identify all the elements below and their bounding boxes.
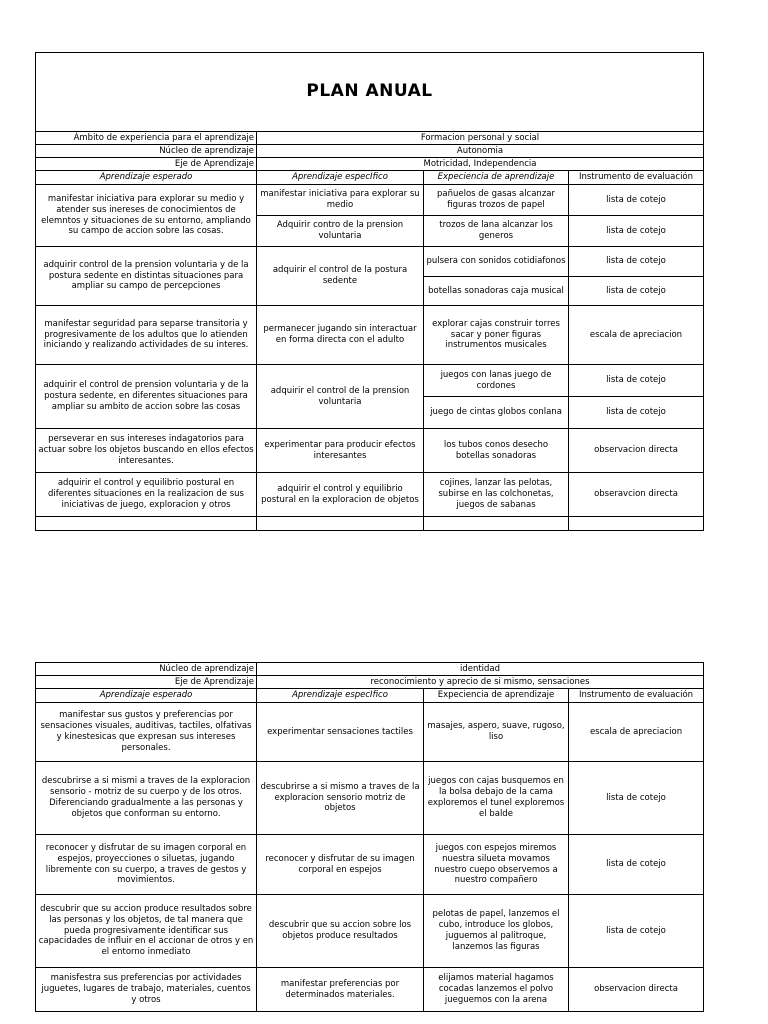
cell-instrumento: lista de cotejo [569,397,704,429]
cell-experiencia: explorar cajas construir torres sacar y poner figuras instrumentos musicales [424,306,569,365]
cell-experiencia: juegos con cajas busquemos en la bolsa debajo de la cama exploremos el tunel exploremos el balde [424,762,569,835]
table-row [36,762,704,835]
cell-especifico: adquirir el control de la postura sedente [257,247,424,306]
cell-instrumento: obseravcion directa [569,473,704,517]
cell-instrumento: lista de cotejo [569,895,704,968]
cell-esperado: manifestar sus gustos y preferencias por sensaciones visuales, auditivas, tactiles, olfativas y kinestesicas que expresan sus intereses personales. [36,703,257,762]
cell-especifico: reconocer y disfrutar de su imagen corporal en espejos [257,835,424,895]
cell-esperado: manisfestra sus preferencias por actividades juguetes, lugares de trabajo, materiales, cuentos y otros [36,968,257,1012]
cell-experiencia: botellas sonadoras caja musical [424,277,569,306]
cell-instrumento: lista de cotejo [569,216,704,247]
cell-especifico: adquirir el control de la prension voluntaria [257,365,424,429]
cell-instrumento: lista de cotejo [569,365,704,397]
column-header: Aprendizaje especIfico [257,689,424,703]
meta-value-eje: Motricidad, Independencia [257,158,704,171]
cell-instrumento: observacion directa [569,968,704,1012]
cell-especifico: Adquirir contro de la prension voluntaria [257,216,424,247]
cell-esperado: perseverar en sus intereses indagatorios para actuar sobre los objetos buscando en ellos efectos interesantes. [36,429,257,473]
cell-esperado: adquirir el control y equilibrio postural en diferentes situaciones en la realizacion de sus iniciativas de juego, exploracion y otros [36,473,257,517]
cell-instrumento: lista de cotejo [569,762,704,835]
cell-experiencia: pelotas de papel, lanzemos el cubo, introduce los globos, juguemos al palitroque, lanzemos las figuras [424,895,569,968]
cell-instrumento: escala de apreciacion [569,306,704,365]
empty-row [36,517,704,531]
empty-cell [36,517,257,531]
table-row [36,429,704,473]
empty-cell [569,517,704,531]
meta-label-nucleo: Núcleo de aprendizaje [36,663,257,676]
cell-experiencia: elijamos material hagamos cocadas lanzemos el polvo jueguemos con la arena [424,968,569,1012]
table-row [36,895,704,968]
table-row [36,835,704,895]
cell-especifico: manifestar iniciativa para explorar su medio [257,185,424,216]
cell-instrumento: lista de cotejo [569,247,704,277]
column-header: Instrumento de evaluación [569,171,704,185]
table-row [36,365,704,397]
cell-esperado: manifestar seguridad para separse transitoria y progresivamente de los adultos que lo atienden iniciando y realizando actividades de su interes. [36,306,257,365]
meta-label-nucleo: Núcleo de aprendizaje [36,145,257,158]
cell-especifico: manifestar preferencias por determinados materiales. [257,968,424,1012]
cell-esperado: manifestar iniciativa para explorar su medio y atender sus inereses de conocimientos de elemntos y situaciones de su entorno, ampliando su campo de accion sobre las cosas. [36,185,257,247]
table-row [36,703,704,762]
meta-label-eje: Eje de Aprendizaje [36,158,257,171]
cell-esperado: adquirir el control de prension voluntaria y de la postura sedente, en diferentes situaciones para ampliar su ambito de accion sobre las cosas [36,365,257,429]
meta-value-nucleo: Autonomia [257,145,704,158]
identidad-table [35,662,704,1012]
cell-instrumento: escala de apreciacion [569,703,704,762]
table-row [36,247,704,277]
cell-especifico: descubrir que su accion sobre los objetos produce resultados [257,895,424,968]
table-row [36,185,704,216]
cell-instrumento: observacion directa [569,429,704,473]
meta-label-ambito: Ámbito de experiencia para el aprendizaje [36,132,257,145]
empty-cell [257,517,424,531]
cell-experiencia: pulsera con sonidos cotidiafonos [424,247,569,277]
cell-instrumento: lista de cotejo [569,835,704,895]
cell-experiencia: juegos con lanas juego de cordones [424,365,569,397]
cell-experiencia: juegos con espejos miremos nuestra silueta movamos nuestro cuepo observemos a nuestro compañero [424,835,569,895]
meta-value-nucleo: identidad [257,663,704,676]
column-header: Aprendizaje esperado [36,171,257,185]
cell-esperado: descubrir que su accion produce resultados sobre las personas y los objetos, de tal manera que pueda progresivamente identificar sus capacidades de influir en el accionar de otros y en el entorno inmediato [36,895,257,968]
cell-experiencia: masajes, aspero, suave, rugoso, liso [424,703,569,762]
column-header: Expeciencia de aprendizaje [424,171,569,185]
table-row [36,473,704,517]
cell-experiencia: pañuelos de gasas alcanzar figuras trozos de papel [424,185,569,216]
meta-label-eje: Eje de Aprendizaje [36,676,257,689]
empty-cell [424,517,569,531]
cell-instrumento: lista de cotejo [569,185,704,216]
cell-experiencia: cojines, lanzar las pelotas, subirse en las colchonetas, juegos de sabanas [424,473,569,517]
column-header: Instrumento de evaluación [569,689,704,703]
column-header: Aprendizaje esperado [36,689,257,703]
cell-experiencia: juego de cintas globos conlana [424,397,569,429]
cell-esperado: adquirir control de la prension voluntaria y de la postura sedente en distintas situaciones para ampliar su campo de percepciones [36,247,257,306]
cell-especifico: experimentar para producir efectos interesantes [257,429,424,473]
cell-instrumento: lista de cotejo [569,277,704,306]
cell-experiencia: trozos de lana alcanzar los generos [424,216,569,247]
meta-value-ambito: Formacion personal y social [257,132,704,145]
column-header: Aprendizaje especIfico [257,171,424,185]
cell-especifico: adquirir el control y equilibrio postural en la exploracion de objetos [257,473,424,517]
cell-especifico: descubrirse a si mismo a traves de la exploracion sensorio motriz de objetos [257,762,424,835]
cell-esperado: descubrirse a si mismi a traves de la exploracion sensorio - motriz de su cuerpo y de los otros. Diferenciando gradualmente a las personas y objetos que conforman su entorno. [36,762,257,835]
cell-experiencia: los tubos conos desecho botellas sonadoras [424,429,569,473]
column-header: Expeciencia de aprendizaje [424,689,569,703]
table-row [36,968,704,1012]
page-title: PLAN ANUAL [36,53,704,132]
cell-esperado: reconocer y disfrutar de su imagen corporal en espejos, proyecciones o siluetas, jugando libremente con su cuerpo, a traves de gestos y movimientos. [36,835,257,895]
table-row [36,306,704,365]
plan-anual-table [35,52,704,531]
cell-especifico: experimentar sensaciones tactiles [257,703,424,762]
cell-especifico: permanecer jugando sin interactuar en forma directa con el adulto [257,306,424,365]
meta-value-eje: reconocimiento y aprecio de si mismo, sensaciones [257,676,704,689]
